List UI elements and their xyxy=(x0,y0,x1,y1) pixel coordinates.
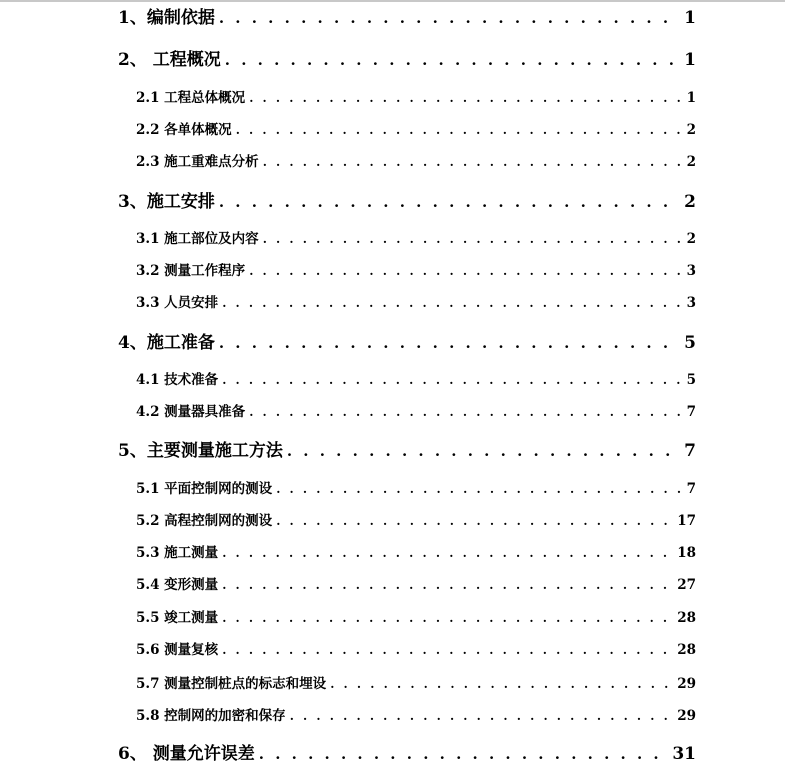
toc-entry-title: 3.2 测量工作程序 xyxy=(136,263,246,279)
toc-entry-2[interactable] xyxy=(118,45,696,69)
toc-entry-5-3[interactable] xyxy=(136,541,696,561)
toc-entry-1[interactable] xyxy=(118,3,696,27)
toc-entry-title: 5.1 平面控制网的测设 xyxy=(136,481,273,497)
toc-entry-title: 2.1 工程总体概况 xyxy=(136,90,246,106)
toc-entry-2-3[interactable] xyxy=(136,150,696,170)
dot-leader xyxy=(249,91,680,105)
dot-leader xyxy=(219,9,678,27)
dot-leader xyxy=(222,578,671,592)
toc-entry-page: 5 xyxy=(684,333,696,353)
toc-entry-page: 2 xyxy=(686,122,696,138)
dot-leader xyxy=(249,264,680,278)
toc-entry-page: 3 xyxy=(686,295,696,311)
dot-leader xyxy=(249,405,680,419)
toc-entry-title: 2、 工程概况 xyxy=(118,50,221,70)
toc-entry-title: 4、施工准备 xyxy=(118,333,215,353)
dot-leader xyxy=(276,482,680,496)
toc-entry-title: 4.1 技术准备 xyxy=(136,372,219,388)
toc-entry-5-6[interactable] xyxy=(136,638,696,658)
toc-entry-page: 1 xyxy=(684,50,696,70)
toc-entry-page: 2 xyxy=(686,231,696,247)
dot-leader xyxy=(225,51,678,69)
dot-leader xyxy=(276,514,671,528)
dot-leader xyxy=(222,611,671,625)
toc-entry-page: 1 xyxy=(684,8,696,28)
toc-entry-page: 2 xyxy=(686,154,696,170)
toc-entry-page: 28 xyxy=(677,642,696,658)
toc-entry-page: 5 xyxy=(686,372,696,388)
toc-entry-2-1[interactable] xyxy=(136,86,696,106)
dot-leader xyxy=(287,442,678,460)
dot-leader xyxy=(330,677,671,691)
toc-entry-title: 3.1 施工部位及内容 xyxy=(136,231,259,247)
toc-entry-title: 2.3 施工重难点分析 xyxy=(136,154,259,170)
toc-entry-5-1[interactable] xyxy=(136,477,696,497)
toc-entry-page: 28 xyxy=(677,610,696,626)
toc-entry-title: 5.4 变形测量 xyxy=(136,577,219,593)
toc-entry-3-3[interactable] xyxy=(136,291,696,311)
toc-entry-page: 7 xyxy=(684,441,696,461)
toc-entry-3[interactable] xyxy=(118,187,696,211)
toc-entry-title: 5.5 竣工测量 xyxy=(136,610,219,626)
dot-leader xyxy=(236,123,681,137)
dot-leader xyxy=(259,745,667,763)
toc-entry-3-1[interactable] xyxy=(136,227,696,247)
toc-entry-page: 29 xyxy=(677,708,696,724)
toc-entry-5-2[interactable] xyxy=(136,509,696,529)
toc-entry-title: 5.3 施工测量 xyxy=(136,545,219,561)
dot-leader xyxy=(263,232,681,246)
toc-entry-title: 5、主要测量施工方法 xyxy=(118,441,283,461)
toc-entry-2-2[interactable] xyxy=(136,118,696,138)
dot-leader xyxy=(219,334,678,352)
toc-entry-title: 5.7 测量控制桩点的标志和埋设 xyxy=(136,676,327,692)
toc-entry-page: 29 xyxy=(677,676,696,692)
dot-leader xyxy=(222,643,671,657)
toc-entry-title: 5.6 测量复核 xyxy=(136,642,219,658)
dot-leader xyxy=(222,296,680,310)
toc-entry-5-7[interactable] xyxy=(136,672,696,692)
toc-entry-5[interactable] xyxy=(118,436,696,460)
toc-entry-title: 3.3 人员安排 xyxy=(136,295,219,311)
dot-leader xyxy=(222,546,671,560)
toc-entry-title: 1、编制依据 xyxy=(118,8,215,28)
toc-entry-title: 4.2 测量器具准备 xyxy=(136,404,246,420)
dot-leader xyxy=(290,709,672,723)
dot-leader xyxy=(222,373,680,387)
toc-entry-page: 2 xyxy=(684,192,696,212)
toc-entry-5-5[interactable] xyxy=(136,606,696,626)
toc-entry-title: 5.8 控制网的加密和保存 xyxy=(136,708,286,724)
toc-entry-5-8[interactable] xyxy=(136,704,696,724)
toc-entry-page: 17 xyxy=(677,513,696,529)
toc-entry-4-2[interactable] xyxy=(136,400,696,420)
toc-entry-page: 31 xyxy=(672,744,696,764)
toc-entry-4[interactable] xyxy=(118,328,696,352)
toc-entry-page: 7 xyxy=(686,404,696,420)
toc-entry-page: 7 xyxy=(686,481,696,497)
toc-entry-title: 2.2 各单体概况 xyxy=(136,122,232,138)
toc-entry-4-1[interactable] xyxy=(136,368,696,388)
toc-entry-title: 5.2 高程控制网的测设 xyxy=(136,513,273,529)
toc-entry-6[interactable] xyxy=(118,739,696,763)
dot-leader xyxy=(263,155,681,169)
toc-entry-title: 6、 测量允许误差 xyxy=(118,744,255,764)
toc-entry-page: 3 xyxy=(686,263,696,279)
toc-entry-3-2[interactable] xyxy=(136,259,696,279)
toc-entry-title: 3、施工安排 xyxy=(118,192,215,212)
toc-entry-page: 27 xyxy=(677,577,696,593)
toc-entry-page: 18 xyxy=(677,545,696,561)
dot-leader xyxy=(219,193,678,211)
toc-entry-page: 1 xyxy=(686,90,696,106)
toc-entry-5-4[interactable] xyxy=(136,573,696,593)
